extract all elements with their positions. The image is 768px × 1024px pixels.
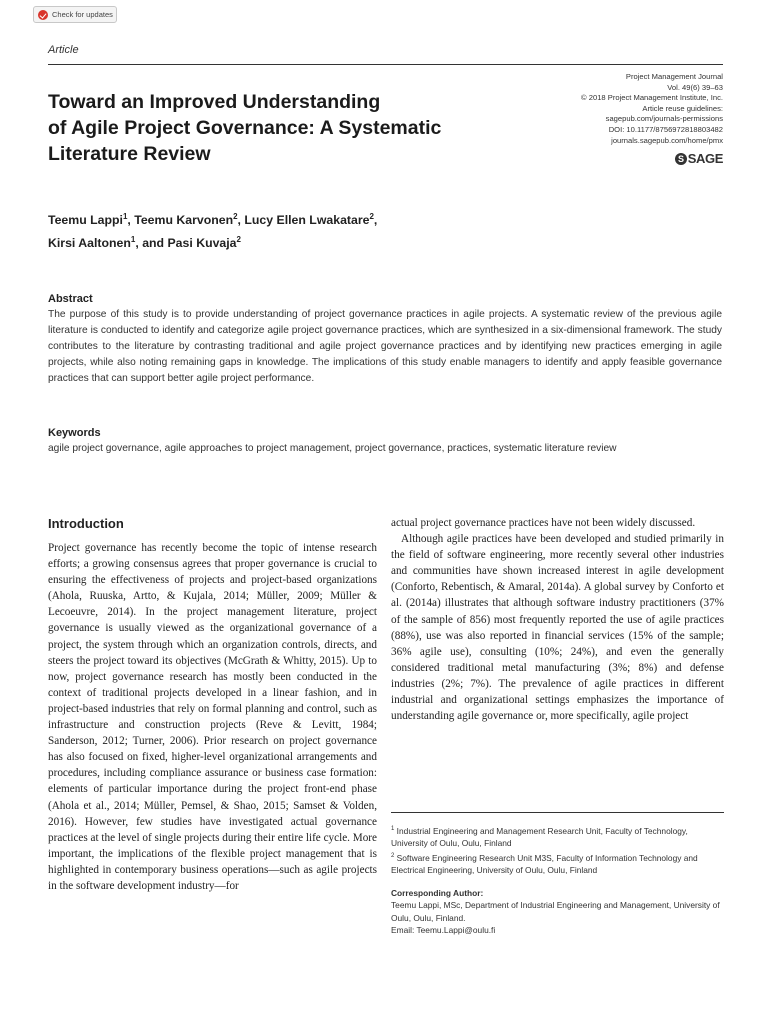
author-affiliation-mark: 2 — [369, 212, 374, 221]
journal-line: © 2018 Project Management Institute, Inc. — [581, 93, 723, 103]
article-type-label: Article — [48, 44, 79, 56]
footnote-affiliation-2 — [391, 850, 724, 877]
footnote-text: Software Engineering Research Unit M3S, Faculty of Information Technology and Electrical Engineering, University of Oulu, Oulu, Finland — [391, 852, 698, 876]
author-separator: , — [127, 213, 135, 228]
publisher-name: SAGE — [687, 151, 723, 166]
author-affiliation-mark: 1 — [122, 212, 128, 221]
badge-label: Check for updates — [52, 10, 113, 19]
title-line: Toward an Improved Understanding — [48, 91, 381, 113]
corresponding-author — [391, 887, 724, 937]
abstract-text: The purpose of this study is to provide understanding of project governance practices in agile projects. A systematic review of the previous agile literature is conducted to identify and categorize agile project governance practices, which are synthesized in a six-dimensional framework. The study contributes to the literature by contrasting traditional and agile project governance practices and by identifying new practices emerging in agile projects, while also noting remaining gaps in knowledge. The implications of this study enable managers to identify and apply feasible governance practices that can support better agile project performance. — [48, 309, 722, 385]
author-affiliation-mark: 2 — [233, 212, 238, 221]
body-column-right — [391, 515, 724, 724]
keywords-text: agile project governance, agile approaches to project management, project governance, practices, systematic literature review — [48, 443, 617, 454]
header-divider — [48, 64, 723, 65]
title-line: Literature Review — [48, 143, 211, 165]
author-name: Pasi Kuvaja — [167, 236, 237, 251]
paper-title — [48, 89, 548, 167]
body-column-left: Project governance has recently become the topic of intense research efforts; a growing consensus agrees that proper governance is crucial to ensuring the effectiveness of projects and project-based organizations (Ahola, Ruuska, Artto, & Kujala, 2014; Müller, 2009; Müller & Lecoeuvre, 2014). In the project management literature, project governance is usually viewed as the organizational governance of a project, the system through which an organization controls, directs, and steers the project toward its objectives (McGrath & Whitty, 2015). Up to now, project governance research has mostly been conducted in the context of traditional projects developed in a linear fashion, and in project-based industries that rely on formal planning and control, such as infrastructure and construction projects (Reve & Levitt, 1984; Sanderson, 2012; Turner, 2006). Prior research on project governance has also focused on fixed, higher-level organizational arrangements and procedures, including compliance assurance or business case formation: elements of particular importance during the project front-end phase (Ahola et al., 2014; Müller, Pemsel, & Shao, 2015; Samset & Volden, 2016). However, few studies have investigated actual governance practices at the level of single projects during their entire life cycle. More important, the implications of the flexible project management that is highlighted in contemporary business operations—such as agile projects in the software development industry—for — [48, 542, 377, 892]
journal-info — [581, 72, 723, 146]
publisher-logo — [675, 151, 723, 166]
journal-line: Vol. 49(6) 39–63 — [667, 82, 723, 92]
introduction-heading: Introduction — [48, 516, 124, 531]
author-separator: , and — [135, 236, 168, 251]
keywords-heading: Keywords — [48, 427, 101, 439]
author-affiliation-mark: 2 — [236, 235, 241, 245]
sage-mark-icon: S — [675, 153, 687, 165]
check-icon — [38, 10, 48, 20]
footnote-affiliation-1 — [391, 823, 724, 850]
journal-line: Article reuse guidelines: — [642, 103, 723, 113]
author-affiliation-mark: 1 — [130, 235, 136, 245]
author-list — [48, 207, 568, 253]
author-separator: , — [373, 213, 378, 228]
author-separator: , — [237, 213, 245, 228]
corresponding-author-heading: Corresponding Author: — [391, 888, 484, 898]
abstract-heading: Abstract — [48, 293, 93, 305]
footnote-divider — [391, 812, 724, 813]
title-line: of Agile Project Governance: A Systematic — [48, 117, 442, 139]
author-name: Teemu Lappi — [48, 213, 123, 228]
journal-line: Project Management Journal — [625, 72, 723, 81]
body-paragraph: actual project governance practices have not been widely discussed. — [391, 517, 696, 529]
corresponding-author-details: Teemu Lappi, MSc, Department of Industrial Engineering and Management, University of Oulu, Oulu, Finland. — [391, 900, 720, 923]
corresponding-author-email[interactable]: Email: Teemu.Lappi@oulu.fi — [391, 925, 496, 936]
check-for-updates-badge[interactable] — [33, 6, 117, 23]
doi-line[interactable]: DOI: 10.1177/8756972818803482 — [608, 124, 723, 134]
footnote-mark: 2 — [391, 853, 395, 859]
author-name: Kirsi Aaltonen — [48, 236, 131, 251]
body-paragraph: Although agile practices have been developed and studied primarily in the field of software engineering, more recently several other industries and communities have shown increased interest in agile development (Conforto, Rebentisch, & Amaral, 2014a). A global survey by Conforto et al. (2014a) illustrates that although software industry practitioners (37% of the sample of 856) most frequently reported the use of agile practices (88%), use was also reported in financial services (15% of the sample; 36% agile use), consulting (10%; 24%), and even the generally considered traditional metal manufacturing (3%; 8%) and defense industries (2%; 7%). The prevalence of agile practices in different industrial and organizational settings emphasizes the importance of understanding agile governance or, more specifically, agile project — [391, 533, 724, 723]
footnote-mark: 1 — [391, 826, 395, 832]
journal-line[interactable]: journals.sagepub.com/home/pmx — [611, 135, 723, 145]
author-name: Teemu Karvonen — [134, 213, 234, 228]
footnote-text: Industrial Engineering and Management Research Unit, Faculty of Technology, University of Oulu, Oulu, Finland — [391, 825, 688, 849]
journal-line[interactable]: sagepub.com/journals-permissions — [605, 114, 723, 124]
author-name: Lucy Ellen Lwakatare — [244, 213, 370, 228]
